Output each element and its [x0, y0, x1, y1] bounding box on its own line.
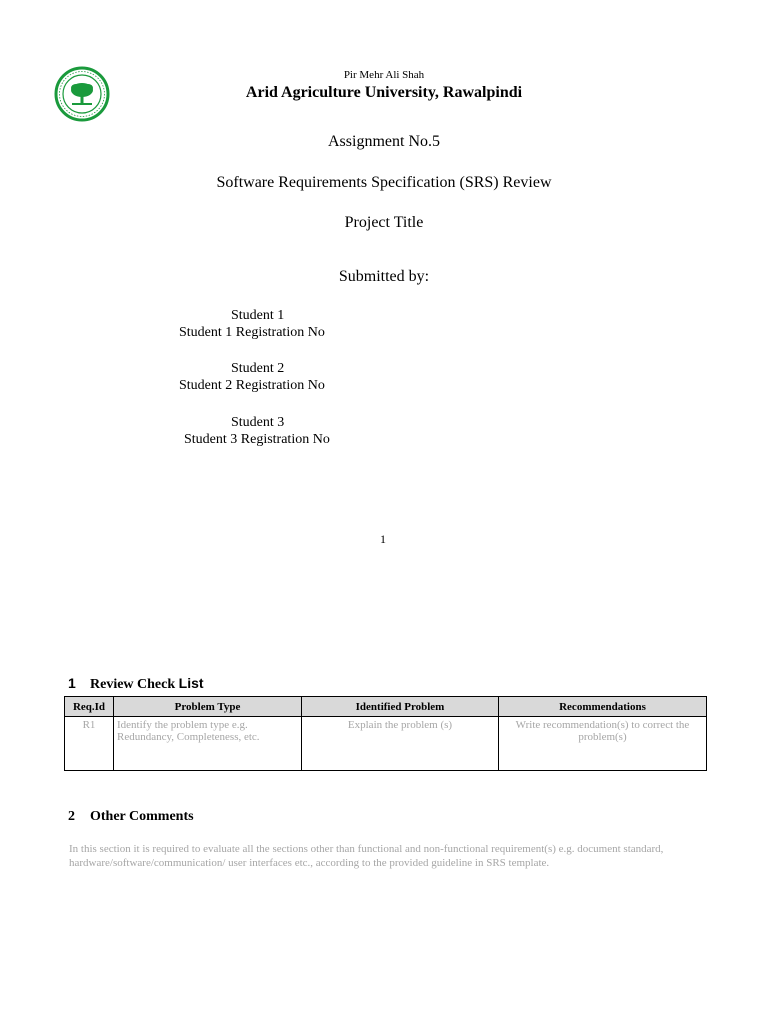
cell-req-id: R1 [65, 717, 114, 771]
student-2-name: Student 2 [231, 361, 285, 376]
university-name: Arid Agriculture University, Rawalpindi [245, 84, 523, 101]
pir-mehr-ali-shah: Pir Mehr Ali Shah [343, 69, 425, 81]
student-1-name: Student 1 [231, 308, 285, 323]
assignment-subject: Software Requirements Specification (SRS) Review [216, 174, 552, 191]
section-2-heading [68, 809, 194, 825]
table-row [65, 717, 707, 771]
section-2-number: 2 [68, 809, 75, 824]
assignment-number: Assignment No.5 [328, 133, 440, 150]
col-header-recommendations: Recommendations [499, 697, 707, 717]
table-header-row [65, 697, 707, 717]
section-2-title: Other Comments [90, 809, 194, 824]
section-1-title: Review Check [90, 677, 179, 692]
section-1-number: 1 [68, 675, 76, 691]
submitted-by-label: Submitted by: [338, 268, 430, 285]
cell-identified-problem: Explain the problem (s) [302, 717, 499, 771]
review-checklist-table [64, 696, 707, 771]
section-1-heading [68, 675, 204, 693]
student-3-reg: Student 3 Registration No [184, 432, 330, 447]
col-header-req-id: Req.Id [65, 697, 114, 717]
section-2-body-text: In this section it is required to evaluate all the sections other than functional and non-functional requirement(s) e.g. document standard, hardware/software/communication/ user interfaces etc., according to the provided guideline in SRS template. [69, 843, 664, 869]
section-1-title-list: List [178, 675, 204, 691]
student-2-reg: Student 2 Registration No [179, 378, 325, 393]
col-header-problem-type: Problem Type [114, 697, 302, 717]
project-title: Project Title [344, 214, 424, 231]
page-number: 1 [380, 532, 386, 546]
col-header-identified-problem: Identified Problem [302, 697, 499, 717]
student-1-reg: Student 1 Registration No [179, 325, 325, 340]
cell-recommendations: Write recommendation(s) to correct the problem(s) [499, 717, 707, 771]
cell-problem-type: Identify the problem type e.g. Redundancy, Completeness, etc. [114, 717, 302, 771]
student-3-name: Student 3 [231, 415, 285, 430]
